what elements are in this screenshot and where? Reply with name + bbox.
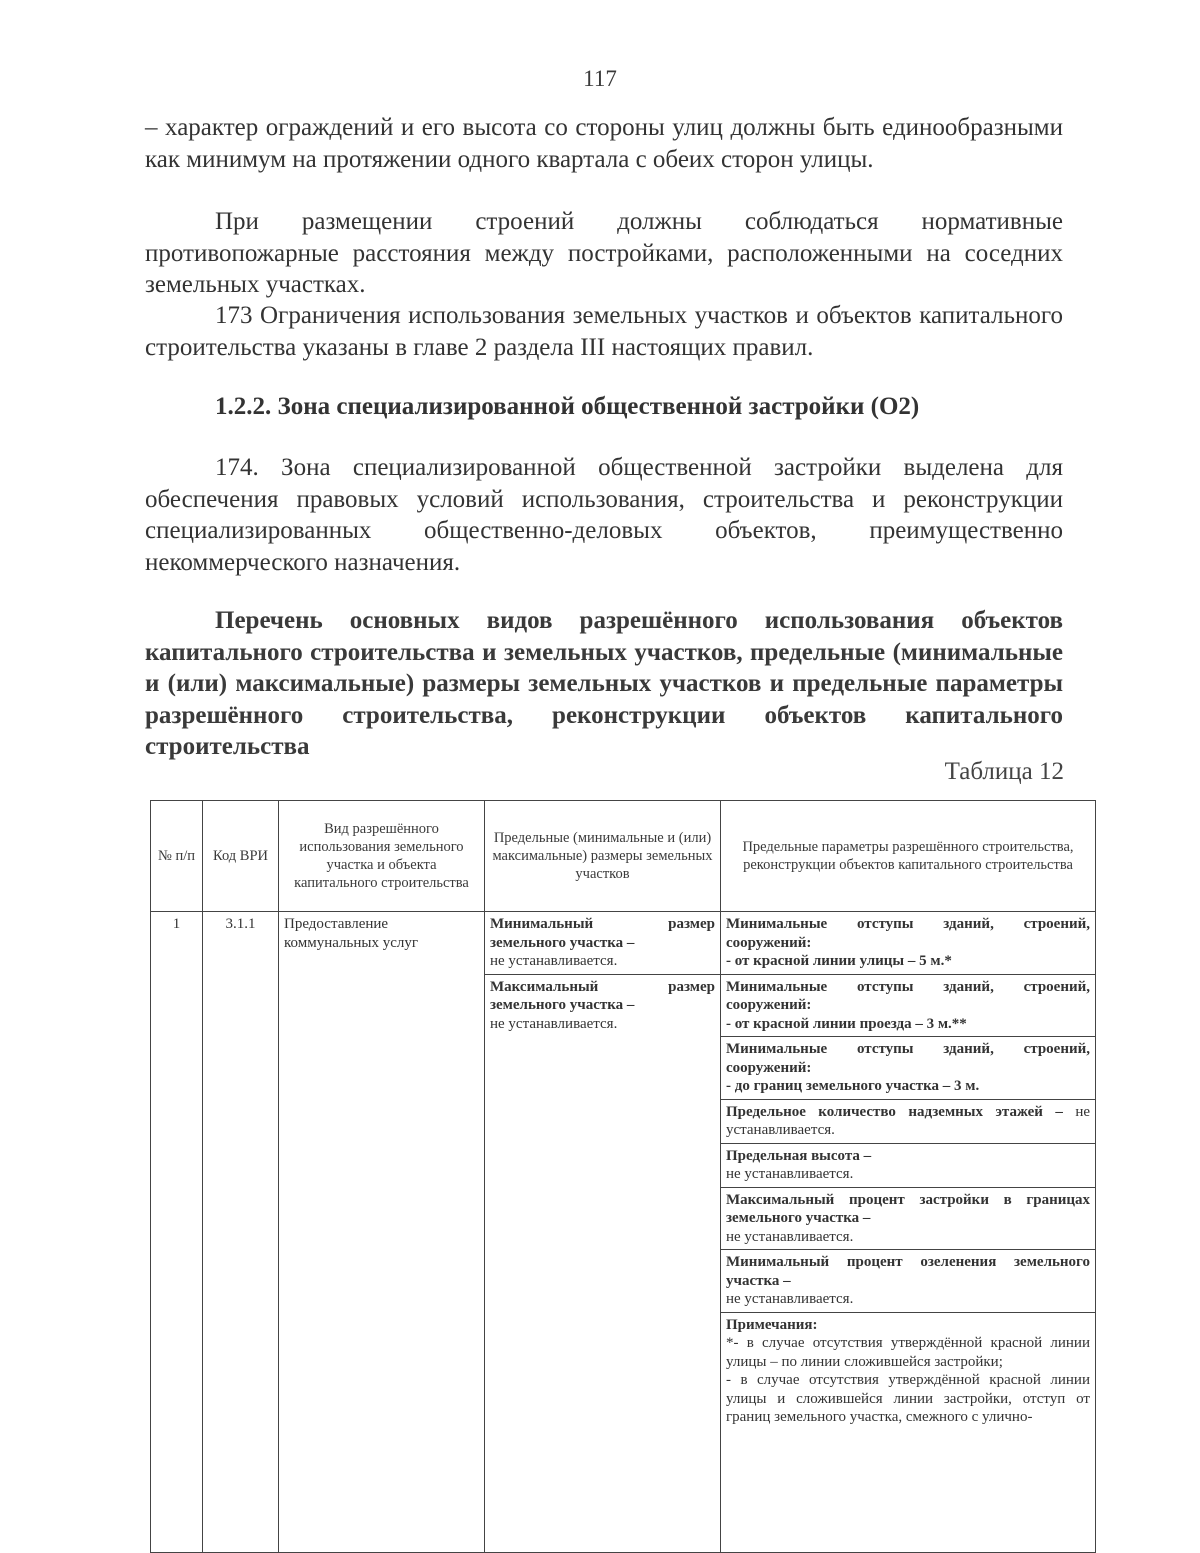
table-caption: Таблица 12	[944, 758, 1064, 785]
param-coverage-title: Максимальный процент застройки в границах земельного участка –	[726, 1191, 1090, 1226]
param-notes	[721, 1313, 1095, 1430]
note-2: - в случае отсутствия утверждённой красной линии улицы и сложившейся линии застройки, отступ от границ земельного участка, смежного с улично-	[726, 1372, 1090, 1425]
param-height-value: не устанавливается.	[726, 1166, 854, 1182]
section-heading: 1.2.2. Зона специализированной общественной застройки (О2)	[215, 393, 920, 420]
max-size-value: не устанавливается.	[490, 1015, 618, 1032]
param-height-title: Предельная высота –	[726, 1147, 872, 1164]
param-floors-value: не устанавливается.	[726, 1103, 1091, 1138]
param-coverage-value: не устанавливается.	[726, 1228, 854, 1245]
param-floors-title: Предельное количество надземных этажей –	[726, 1103, 1063, 1120]
cell-num: 1	[151, 912, 203, 1553]
paragraph-fire-distances: При размещении строений должны соблюдаться нормативные противопожарные расстояния между постройками, расположенными на соседних земельных участках.	[145, 208, 1063, 298]
cell-code: 3.1.1	[203, 912, 279, 1553]
table-header-row	[151, 801, 1096, 912]
param-greening	[721, 1250, 1095, 1313]
param-coverage	[721, 1188, 1095, 1251]
max-size-block	[485, 975, 720, 1037]
min-size-value: не устанавливается.	[490, 953, 618, 969]
permitted-use-table	[150, 800, 1096, 1553]
table-heading: Перечень основных видов разрешённого использования объектов капитального строительства и земельных участков, предельные (минимальные и (или) максимальные) размеры земельных участков и предельные параметры разрешённого строительства, реконструкции объектов капитального строительства	[145, 607, 1063, 760]
param-passage-setback-title: Минимальные отступы зданий, строений, сооружений:	[726, 978, 1090, 1013]
param-boundary-setback-value: - до границ земельного участка – 3 м.	[726, 1078, 980, 1094]
param-greening-value: не устанавливается.	[726, 1291, 854, 1307]
cell-use-type: Предоставление коммунальных услуг	[279, 912, 485, 1553]
paragraph-174: 174. Зона специализированной общественной застройки выделена для обеспечения правовых условий использования, строительства и реконструкции специализированных общественно-деловых объектов, преимущественно некоммерческого назначения.	[145, 454, 1063, 576]
param-street-setback-title: Минимальные отступы зданий, строений, сооружений:	[726, 916, 1090, 951]
table-row	[151, 912, 1096, 1553]
param-street-setback	[721, 912, 1095, 975]
min-size-block	[485, 912, 720, 975]
param-greening-title: Минимальный процент озеленения земельного участка –	[726, 1254, 1090, 1289]
param-boundary-setback-title: Минимальные отступы зданий, строений, сооружений:	[726, 1041, 1090, 1076]
note-1: *- в случае отсутствия утверждённой красной линии улицы – по линии сложившейся застройки;	[726, 1335, 1090, 1370]
page-number: 117	[583, 66, 617, 91]
paragraph-173: 173 Ограничения использования земельных участков и объектов капитального строительства указаны в главе 2 раздела III настоящих правил.	[145, 302, 1063, 361]
min-size-title: Минимальный размер земельного участка –	[490, 916, 715, 951]
param-street-setback-value: - от красной линии улицы – 5 м.*	[726, 953, 952, 969]
param-passage-setback	[721, 975, 1095, 1038]
header-num: № п/п	[151, 801, 203, 912]
param-passage-setback-value: - от красной линии проезда – 3 м.**	[726, 1015, 967, 1032]
header-use-type: Вид разрешённого использования земельного участка и объекта капитального строительства	[279, 801, 485, 912]
max-size-title: Максимальный размер земельного участка –	[490, 978, 715, 1013]
paragraph-fence: – характер ограждений и его высота со стороны улиц должны быть единообразными как минимум на протяжении одного квартала с обеих сторон улицы.	[145, 114, 1063, 173]
header-plot-sizes: Предельные (минимальные и (или) максимальные) размеры земельных участков	[485, 801, 721, 912]
notes-title: Примечания:	[726, 1316, 818, 1333]
cell-plot-sizes	[485, 912, 721, 1553]
header-build-params: Предельные параметры разрешённого строительства, реконструкции объектов капитального строительства	[721, 801, 1096, 912]
header-code: Код ВРИ	[203, 801, 279, 912]
param-height	[721, 1144, 1095, 1188]
param-boundary-setback	[721, 1037, 1095, 1100]
param-floors	[721, 1100, 1095, 1144]
cell-build-params	[721, 912, 1096, 1553]
